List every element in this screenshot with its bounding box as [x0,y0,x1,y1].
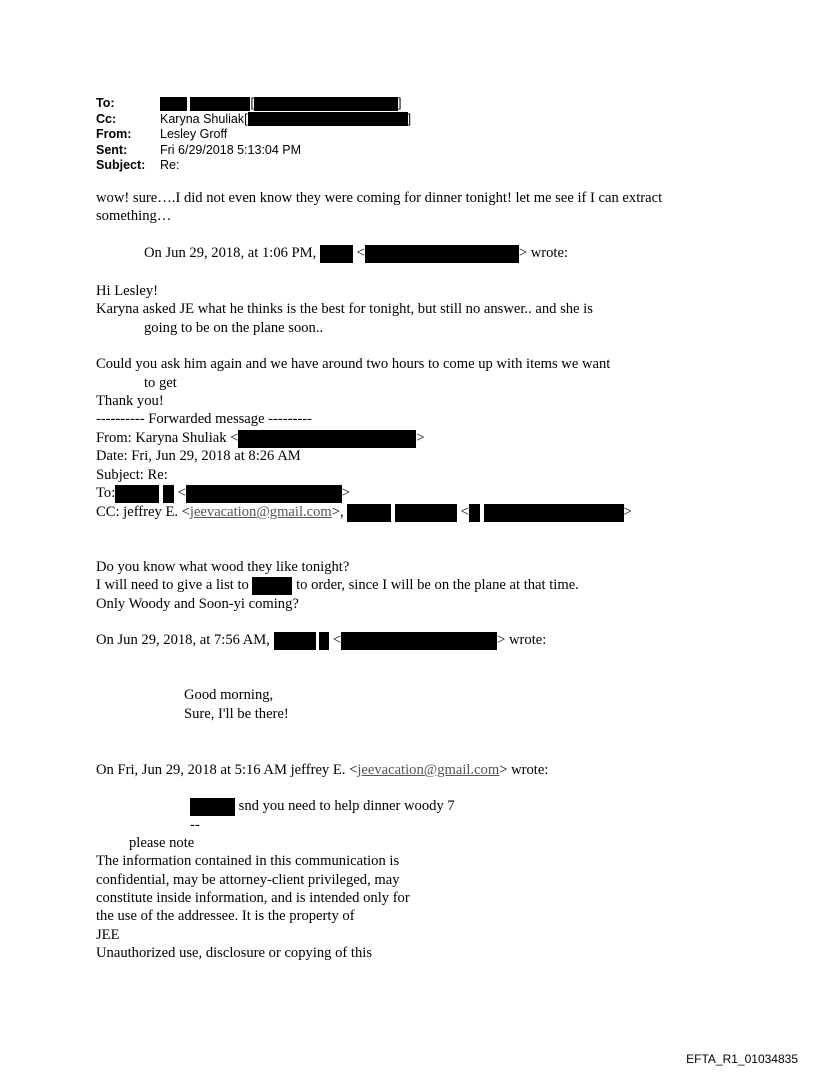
gt-sign: > [623,504,632,520]
fwd-cc-line [96,503,632,522]
cc-label: Cc: [96,111,117,126]
disclaimer-line: Unauthorized use, disclosure or copying of this [96,945,373,961]
redaction [484,504,624,522]
forwarded-header: ---------- Forwarded message --------- [96,411,312,427]
cc-close-bracket: ] [407,111,412,126]
quoted-message-text: snd you need to help dinner woody 7 [238,798,455,814]
redaction [341,632,497,650]
body-line: Do you know what wood they like tonight? [96,559,350,575]
redaction [320,245,353,263]
redaction [254,97,398,111]
redaction [274,632,316,650]
redaction [347,504,391,522]
redaction [252,577,292,595]
to-open-bracket: [ [250,96,254,110]
quote-attribution-text: On Jun 29, 2018, at 1:06 PM, [144,245,317,261]
fwd-to-line [96,484,350,503]
redaction [395,504,457,522]
redaction [160,97,187,111]
quote-attribution-text: On Jun 29, 2018, at 7:56 AM, [96,632,270,648]
body-line: Only Woody and Soon-yi coming? [96,596,299,612]
body-line [96,576,579,595]
body-line: Karyna asked JE what he thinks is the best for tonight, but still no answer.. and she is [96,301,593,317]
gt-sign: > [341,485,351,501]
redaction [190,798,235,816]
redaction [469,504,480,522]
redaction [115,485,159,503]
body-text: to order, since I will be on the plane at that time. [296,577,579,593]
thanks-line: Thank you! [96,393,164,409]
redaction [163,485,174,503]
fwd-cc-sep: >, [331,504,344,520]
quoted-message [190,797,455,816]
fwd-cc-text: CC: jeffrey E. < [96,504,190,520]
quote-attribution-end: > wrote: [499,762,549,778]
quote-attribution-end: > wrote: [497,632,547,648]
disclaimer-line: JEE [96,927,120,943]
signature-note: please note [129,835,195,851]
lt-sign: < [332,632,342,648]
fwd-date-line: Date: Fri, Jun 29, 2018 at 8:26 AM [96,448,301,464]
greeting: Hi Lesley! [96,283,159,299]
body-line: Sure, I'll be there! [184,706,289,722]
body-line: going to be on the plane soon.. [144,320,324,336]
subject-label: Subject: [96,158,146,172]
redaction [248,112,408,126]
redaction [365,245,519,263]
redaction [319,632,329,650]
fwd-from-line [96,429,425,448]
lt-sign: < [177,485,186,501]
redaction [186,485,342,503]
document-id: EFTA_R1_01034835 [686,1052,798,1066]
fwd-to-label: To: [96,485,116,501]
fwd-subject-line: Subject: Re: [96,467,168,483]
from-value: Lesley Groff [160,127,228,141]
subject-value: Re: [160,158,180,172]
to-close-bracket: ] [397,96,402,110]
lt-sign: < [460,504,469,520]
quote-attribution [96,631,546,650]
disclaimer-line: constitute inside information, and is intended only for [96,890,410,906]
disclaimer-line: The information contained in this communication is [96,853,400,869]
email-link[interactable]: jeevacation@gmail.com [357,762,500,778]
fwd-from-text: From: Karyna Shuliak < [96,430,239,446]
to-label: To: [96,96,115,110]
body-line: Could you ask him again and we have around two hours to come up with items we want [96,356,611,372]
lt-sign: < [356,245,365,261]
cc-name: Karyna Shuliak[ [160,111,248,126]
email-link[interactable]: jeevacation@gmail.com [189,504,332,520]
signature-separator: -- [190,817,200,833]
disclaimer-line: the use of the addressee. It is the property of [96,908,355,924]
quote-attribution [144,244,568,263]
body-text: I will need to give a list to [96,577,249,593]
reply-line: something… [96,208,172,224]
reply-line: wow! sure….I did not even know they were coming for dinner tonight! let me see if I can extract [96,190,663,206]
disclaimer-line: confidential, may be attorney-client privileged, may [96,872,400,888]
redaction [238,430,416,448]
body-line: Good morning, [184,687,274,703]
to-value [160,96,401,112]
gt-sign: > [416,430,425,446]
sent-label: Sent: [96,142,128,157]
body-line: to get [144,375,177,391]
from-label: From: [96,127,132,141]
redaction [190,97,250,111]
quote-attribution-text: On Fri, Jun 29, 2018 at 5:16 AM jeffrey E. < [96,762,358,778]
cc-value [160,112,411,128]
quote-attribution-end: > wrote: [518,245,569,261]
quote-attribution [96,761,548,779]
sent-value: Fri 6/29/2018 5:13:04 PM [160,142,302,157]
